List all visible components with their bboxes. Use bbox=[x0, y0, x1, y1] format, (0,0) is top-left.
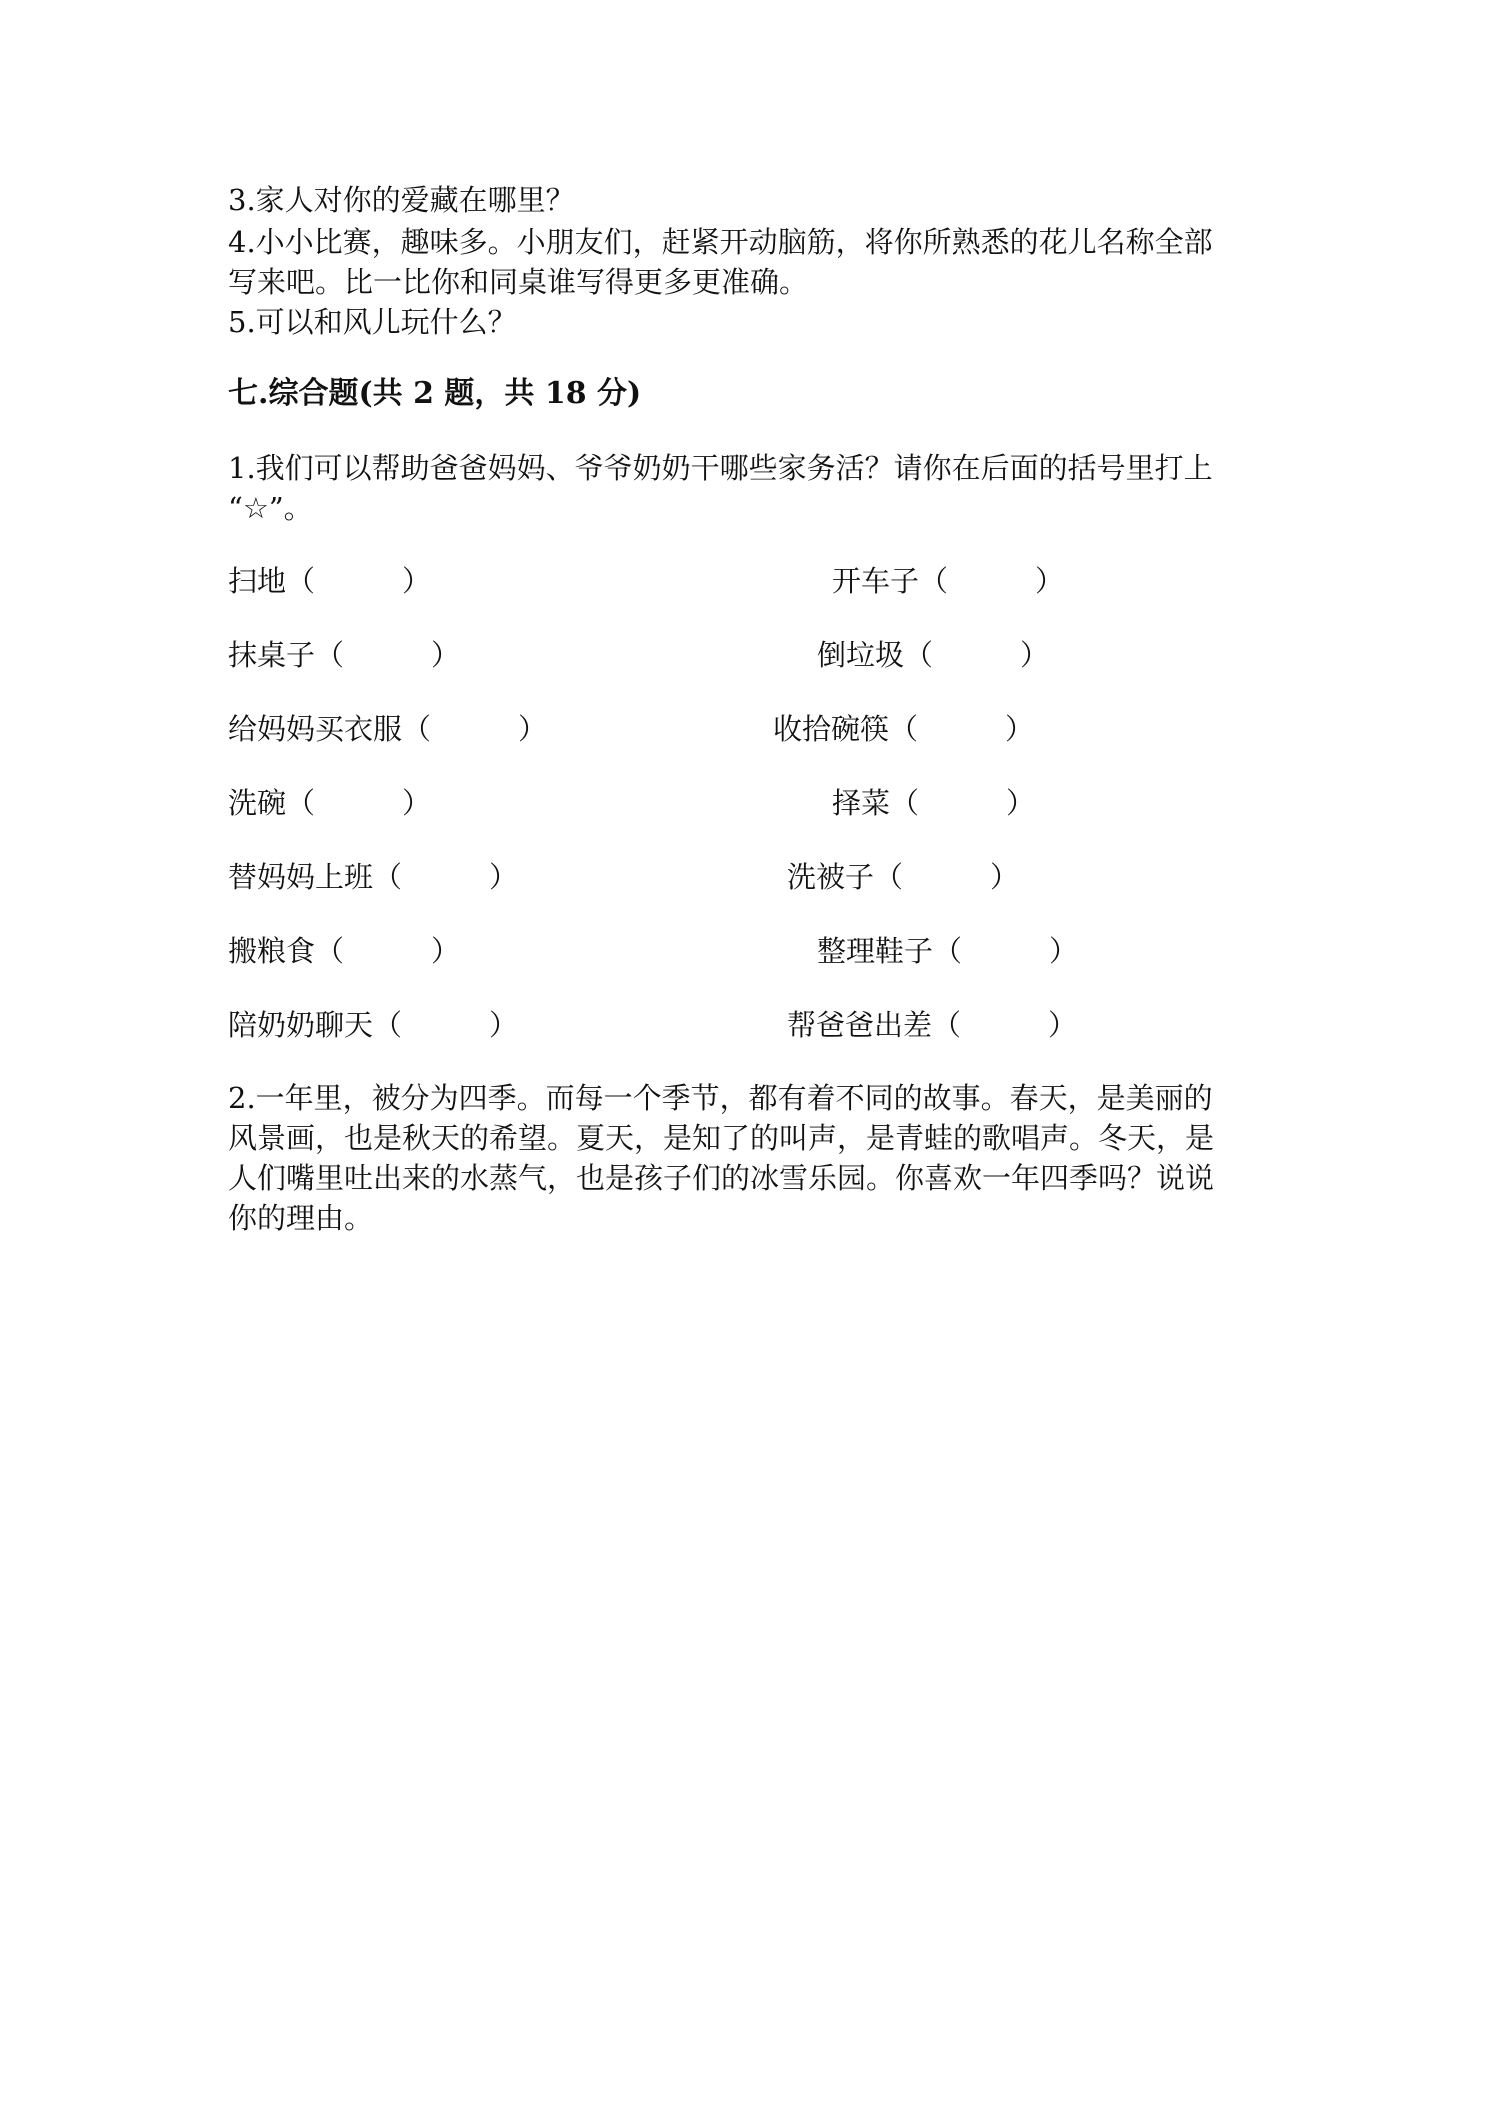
chore-item-right: 帮爸爸出差（ ） bbox=[787, 1008, 1078, 1042]
section-7-q1-line-2: “☆”。 bbox=[228, 491, 313, 525]
chore-item-right: 洗被子（ ） bbox=[787, 860, 1020, 894]
question-5: 5.可以和风儿玩什么？ bbox=[228, 305, 517, 339]
chore-item-right: 倒垃圾（ ） bbox=[817, 638, 1050, 672]
section-7-title: 七.综合题(共 2 题，共 18 分) bbox=[228, 376, 642, 411]
chore-item-right: 开车子（ ） bbox=[832, 564, 1065, 598]
section-7-q2-line-4: 你的理由。 bbox=[228, 1201, 374, 1235]
question-4-line-1: 4.小小比赛，趣味多。小朋友们，赶紧开动脑筋，将你所熟悉的花儿名称全部 bbox=[228, 225, 1213, 259]
chore-item-left: 洗碗（ ） bbox=[228, 786, 432, 820]
section-7-q1-line-1: 1.我们可以帮助爸爸妈妈、爷爷奶奶干哪些家务活？请你在后面的括号里打上 bbox=[228, 451, 1213, 485]
chore-item-right: 收拾碗筷（ ） bbox=[773, 712, 1035, 746]
chore-item-left: 扫地（ ） bbox=[228, 564, 432, 598]
question-4-line-2: 写来吧。比一比你和同桌谁写得更多更准确。 bbox=[228, 265, 809, 299]
section-7-q2-line-2: 风景画，也是秋天的希望。夏天，是知了的叫声，是青蛙的歌唱声。冬天，是 bbox=[228, 1121, 1215, 1155]
question-3: 3.家人对你的爱藏在哪里？ bbox=[228, 183, 575, 217]
chore-item-right: 整理鞋子（ ） bbox=[817, 934, 1079, 968]
section-7-q2-line-3: 人们嘴里吐出来的水蒸气，也是孩子们的冰雪乐园。你喜欢一年四季吗？说说 bbox=[228, 1161, 1215, 1195]
chore-item-left: 抹桌子（ ） bbox=[228, 638, 461, 672]
chore-item-left: 陪奶奶聊天（ ） bbox=[228, 1008, 519, 1042]
chore-item-left: 替妈妈上班（ ） bbox=[228, 860, 519, 894]
chore-item-right: 择菜（ ） bbox=[832, 786, 1036, 820]
chore-item-left: 给妈妈买衣服（ ） bbox=[228, 712, 548, 746]
section-7-q2-line-1: 2.一年里，被分为四季。而每一个季节，都有着不同的故事。春天，是美丽的 bbox=[228, 1081, 1213, 1115]
chore-item-left: 搬粮食（ ） bbox=[228, 934, 461, 968]
